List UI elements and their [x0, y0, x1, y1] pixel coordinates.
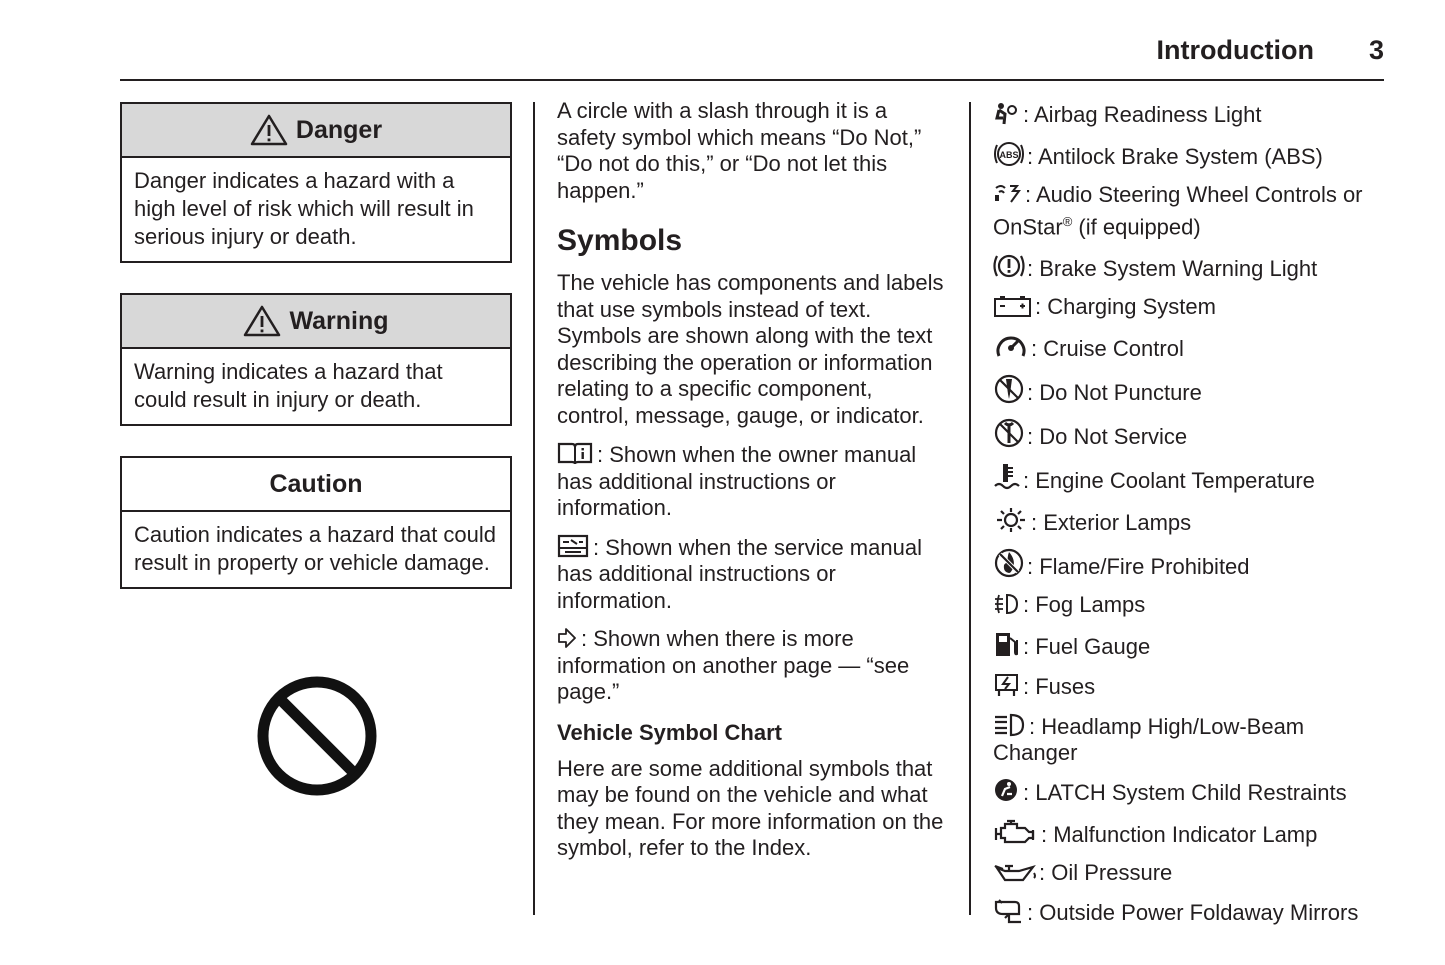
- symbol-item-oil: [993, 860, 1393, 887]
- abs-label: : Antilock Brake System (ABS): [1027, 144, 1323, 169]
- see-page-text: : Shown when there is more information on another page — “see page.”: [557, 626, 910, 704]
- prohibition-description: A circle with a slash through it is a safety symbol which means “Do Not,” “Do not do this,” or “Do not let this happen.”: [557, 98, 922, 203]
- exterior-label: : Exterior Lamps: [1031, 509, 1192, 535]
- danger-title: Danger: [295, 115, 383, 144]
- battery-icon: [993, 294, 1033, 318]
- headlamp-beam-icon: [993, 712, 1027, 738]
- puncture-label: : Do Not Puncture: [1027, 379, 1202, 405]
- do-not-service-icon: [993, 418, 1025, 448]
- audio-label-suffix: (if equipped): [1072, 213, 1201, 239]
- registered-mark: ®: [1062, 213, 1073, 229]
- audio-steering-icon: [993, 182, 1023, 206]
- child-restraint-icon: [993, 778, 1021, 804]
- fuel-pump-icon: [993, 630, 1021, 658]
- oil-can-icon: [993, 860, 1037, 884]
- symbol-list: [993, 102, 1393, 938]
- column-divider: [969, 102, 971, 915]
- symbols-description: The vehicle has components and labels that use symbols instead of text. Symbols are shown along with the text describing the operation or information relating to a specific component, control, message, gauge, or indicator.: [557, 270, 944, 428]
- danger-text: Danger indicates a hazard with a high level of risk which will result in serious injury or death.: [134, 168, 474, 249]
- symbol-item-abs: [993, 140, 1393, 171]
- audio-label: : Audio Steering Wheel Controls or OnStar: [993, 182, 1363, 239]
- check-engine-icon: [993, 818, 1039, 846]
- coolant-label: : Engine Coolant Temperature: [1023, 467, 1315, 493]
- section-title: Introduction: [1156, 35, 1314, 65]
- caution-header: [122, 458, 510, 512]
- service-manual-icon: [557, 534, 589, 558]
- symbol-item-service: [993, 418, 1393, 451]
- fuse-icon: [993, 672, 1021, 698]
- vehicle-symbol-chart-heading: Vehicle Symbol Chart: [557, 719, 782, 745]
- column-divider: [533, 102, 535, 915]
- page-header: [120, 33, 1384, 81]
- symbol-item-airbag: [993, 102, 1393, 129]
- cruise-control-icon: [993, 332, 1029, 360]
- service-manual-note: [557, 534, 947, 615]
- symbol-item-charging: [993, 294, 1393, 321]
- vehicle-symbol-chart-text: Here are some additional symbols that may be found on the vehicle and what they mean. For more information on the symbol, refer to the Index.: [557, 755, 944, 860]
- do-not-puncture-icon: [993, 374, 1025, 404]
- caution-box: [120, 456, 512, 589]
- cruise-label: : Cruise Control: [1031, 335, 1184, 361]
- prohibition-symbol-icon: [256, 675, 378, 797]
- latch-label: : LATCH System Child Restraints: [1023, 780, 1347, 806]
- flame-prohibited-icon: [993, 548, 1025, 578]
- warning-triangle-icon: [250, 114, 288, 146]
- warning-box: [120, 293, 512, 426]
- notice-column: [120, 102, 512, 619]
- page-number: 3: [1368, 35, 1384, 65]
- coolant-temperature-icon: [993, 462, 1021, 492]
- symbol-item-fog: [993, 592, 1393, 619]
- symbol-item-flame: [993, 548, 1393, 581]
- symbol-item-coolant: [993, 462, 1393, 495]
- service-label: : Do Not Service: [1027, 423, 1188, 449]
- fuel-label: : Fuel Gauge: [1023, 633, 1151, 659]
- svg-text:ABS: ABS: [999, 150, 1019, 160]
- see-page-note: [557, 626, 947, 706]
- symbol-item-fuses: [993, 672, 1393, 701]
- danger-header: [122, 104, 510, 158]
- symbol-item-brake: [993, 252, 1393, 283]
- exterior-lamps-icon: [993, 506, 1029, 534]
- warning-triangle-icon: [243, 305, 281, 337]
- symbol-item-mirrors: [993, 898, 1393, 927]
- brake-label: : Brake System Warning Light: [1027, 255, 1318, 281]
- warning-title: Warning: [289, 306, 389, 335]
- symbol-item-fuel: [993, 630, 1393, 661]
- symbol-item-headlamp: [993, 712, 1393, 767]
- symbols-heading: Symbols: [557, 224, 683, 257]
- owner-manual-note: [557, 441, 947, 522]
- caution-title: Caution: [269, 469, 363, 498]
- airbag-icon: [993, 102, 1021, 126]
- arrow-right-icon: [557, 627, 577, 649]
- symbol-item-latch: [993, 778, 1393, 807]
- symbol-item-puncture: [993, 374, 1393, 407]
- symbol-item-exterior: [993, 506, 1393, 537]
- owner-manual-text: : Shown when the owner manual has additional instructions or information.: [557, 442, 917, 520]
- folding-mirror-icon: [993, 898, 1025, 924]
- brake-warning-icon: [993, 252, 1025, 280]
- symbol-item-audio: [993, 182, 1393, 240]
- airbag-label: : Airbag Readiness Light: [1023, 102, 1262, 127]
- malfunction-label: : Malfunction Indicator Lamp: [1041, 822, 1318, 848]
- mirrors-label: : Outside Power Foldaway Mirrors: [1027, 900, 1359, 926]
- warning-text: Warning indicates a hazard that could result in injury or death.: [134, 359, 443, 412]
- book-icon: [557, 441, 593, 465]
- flame-label: : Flame/Fire Prohibited: [1027, 553, 1250, 579]
- charging-label: : Charging System: [1035, 293, 1216, 319]
- oil-label: : Oil Pressure: [1039, 860, 1173, 886]
- fog-label: : Fog Lamps: [1023, 591, 1146, 617]
- danger-box: [120, 102, 512, 263]
- fuses-label: : Fuses: [1023, 673, 1096, 699]
- symbol-item-cruise: [993, 332, 1393, 363]
- caution-text: Caution indicates a hazard that could result in property or vehicle damage.: [134, 522, 497, 575]
- warning-header: [122, 295, 510, 349]
- fog-lamps-icon: [993, 592, 1021, 616]
- service-manual-text: : Shown when the service manual has additional instructions or information.: [557, 534, 922, 613]
- symbols-column: [557, 98, 947, 862]
- abs-icon: [993, 140, 1025, 168]
- headlamp-label: : Headlamp High/Low-Beam Changer: [993, 713, 1305, 766]
- symbol-item-malfunction: [993, 818, 1393, 849]
